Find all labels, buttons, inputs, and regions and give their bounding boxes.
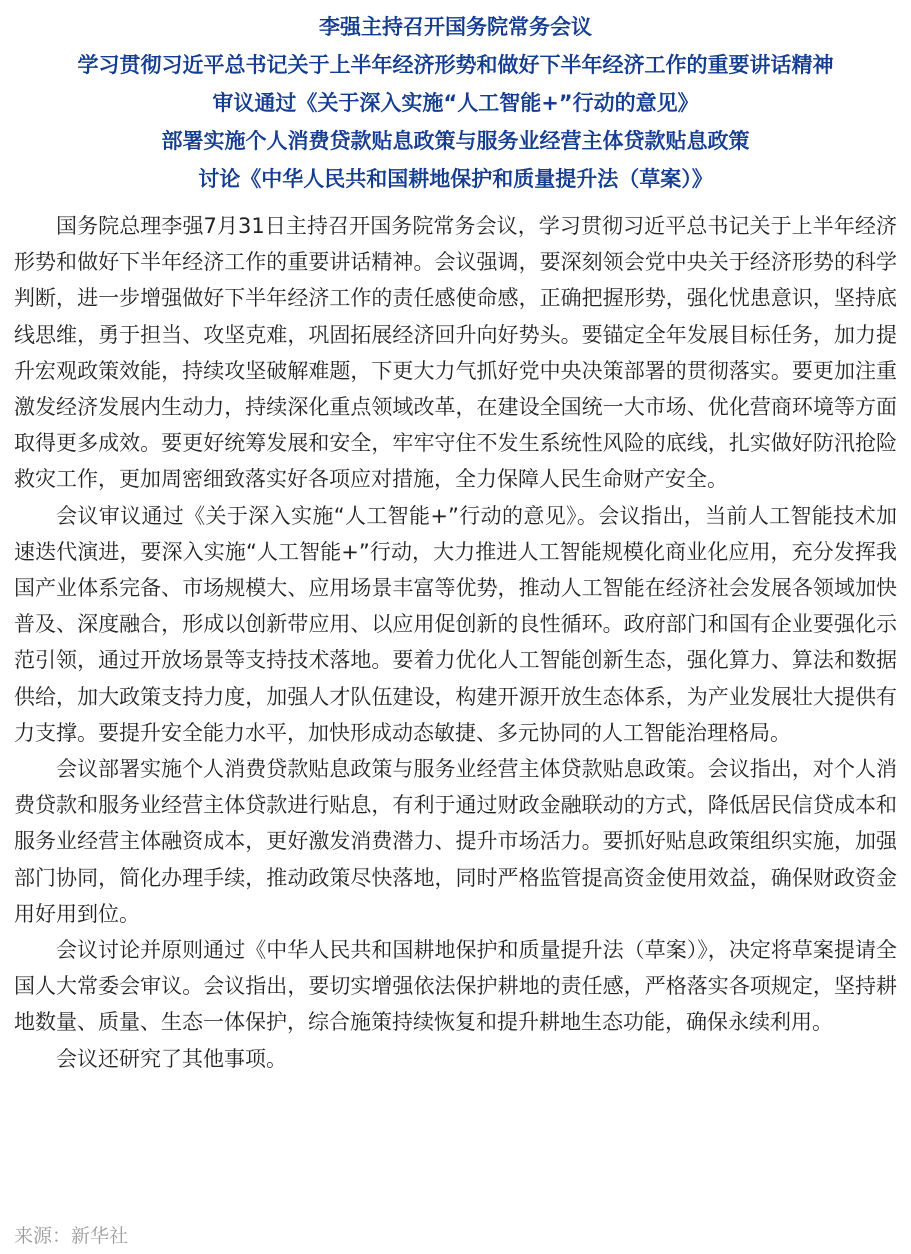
headline-subtitle-4: 讨论《中华人民共和国耕地保护和质量提升法（草案）》 — [198, 167, 713, 191]
source-credit: 来源：新华社 — [14, 1225, 129, 1247]
headline-subtitle-1: 学习贯彻习近平总书记关于上半年经济形势和做好下半年经济工作的重要讲话精神 — [77, 53, 834, 77]
paragraph-farmland-law: 会议讨论并原则通过《中华人民共和国耕地保护和质量提升法（草案）》，决定将草案提请全国人大常委会审议。会议指出，要切实增强依法保护耕地的责任感，严格落实各项规定，坚持耕地数量、质量、生态一体保护，综合施策持续恢复和提升耕地生态功能，确保永续利用。 — [14, 938, 897, 1035]
article-body — [14, 208, 897, 1077]
headline-subtitle-2: 审议通过《关于深入实施“人工智能+”行动的意见》 — [212, 91, 699, 115]
paragraph-other-matters: 会议还研究了其他事项。 — [56, 1046, 287, 1071]
headline-main-title: 李强主持召开国务院常务会议 — [319, 15, 592, 39]
paragraph-ai-plus: 会议审议通过《关于深入实施“人工智能+”行动的意见》。会议指出，当前人工智能技术加速迭代演进，要深入实施“人工智能+”行动，大力推进人工智能规模化商业化应用，充分发挥我国产业体系完备、市场规模大、应用场景丰富等优势，推动人工智能在经济社会发展各领域加快普及、深度融合，形成以创新带应用、以应用促创新的良性循环。政府部门和国有企业要强化示范引领，通过开放场景等支持技术落地。要着力优化人工智能创新生态，强化算力、算法和数据供给，加大政策支持力度，加强人才队伍建设，构建开源开放生态体系，为产业发展壮大提供有力支撑。要提升安全能力水平，加快形成动态敏捷、多元协同的人工智能治理格局。 — [14, 503, 897, 745]
headline-block — [14, 8, 897, 198]
headline-subtitle-3: 部署实施个人消费贷款贴息政策与服务业经营主体贷款贴息政策 — [161, 129, 750, 153]
paragraph-loan-subsidy: 会议部署实施个人消费贷款贴息政策与服务业经营主体贷款贴息政策。会议指出，对个人消费贷款和服务业经营主体贷款进行贴息，有利于通过财政金融联动的方式，降低居民信贷成本和服务业经营主体融资成本，更好激发消费潜力、提升市场活力。要抓好贴息政策组织实施，加强部门协同，简化办理手续，推动政策尽快落地，同时严格监管提高资金使用效益，确保财政资金用好用到位。 — [14, 757, 897, 926]
paragraph-economic-situation: 国务院总理李强7月31日主持召开国务院常务会议，学习贯彻习近平总书记关于上半年经济形势和做好下半年经济工作的重要讲话精神。会议强调，要深刻领会党中央关于经济形势的科学判断，进一步增强做好下半年经济工作的责任感使命感，正确把握形势，强化忧患意识，坚持底线思维，勇于担当、攻坚克难，巩固拓展经济回升向好势头。要锚定全年发展目标任务，加力提升宏观政策效能，持续攻坚破解难题，下更大力气抓好党中央决策部署的贯彻落实。要更加注重激发经济发展内生动力，持续深化重点领域改革，在建设全国统一大市场、优化营商环境等方面取得更多成效。要更好统筹发展和安全，牢牢守住不发生系统性风险的底线，扎实做好防汛抢险救灾工作，更加周密细致落实好各项应对措施，全力保障人民生命财产安全。 — [14, 214, 897, 492]
